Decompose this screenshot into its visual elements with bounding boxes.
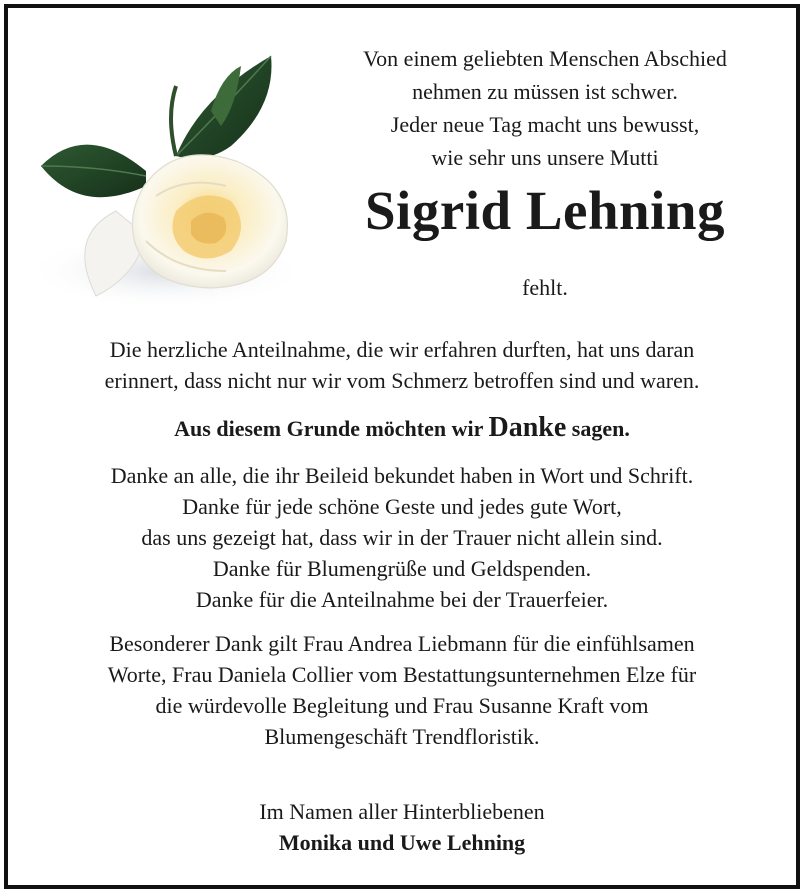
thanks-heading [22, 412, 782, 444]
thanks-line: Danke für die Anteilnahme bei der Trauerfeier. [195, 587, 609, 612]
thanks-heading-after: sagen. [566, 416, 630, 441]
fehlt-text: fehlt. [522, 275, 568, 300]
sympathy-line: erinnert, dass nicht nur wir vom Schmerz betroffen sind und waren. [104, 368, 700, 393]
special-line: Worte, Frau Daniela Collier vom Bestattungsunternehmen Elze für [107, 662, 697, 687]
intro-line: Von einem geliebten Menschen Abschied [363, 46, 727, 71]
white-rose-icon [26, 36, 316, 316]
thanks-heading-before: Aus diesem Grunde möchten wir [174, 416, 489, 441]
thanks-heading-emphasis: Danke [488, 412, 567, 443]
special-line: Besonderer Dank gilt Frau Andrea Liebmann für die einfühlsamen [109, 631, 695, 656]
intro-line: nehmen zu müssen ist schwer. [412, 79, 678, 104]
special-line: Blumengeschäft Trendfloristik. [264, 724, 540, 749]
signature-intro: Im Namen aller Hinterbliebenen [259, 799, 545, 824]
signature-block [22, 796, 782, 858]
intro-line: wie sehr uns unsere Mutti [431, 145, 659, 170]
special-line: die würdevolle Begleitung und Frau Susanne Kraft vom [155, 693, 649, 718]
signature-names: Monika und Uwe Lehning [278, 830, 526, 855]
thanks-line: Danke für Blumengrüße und Geldspenden. [212, 556, 592, 581]
special-thanks-paragraph [22, 628, 782, 752]
thanks-line: das uns gezeigt hat, dass wir in der Trauer nicht allein sind. [141, 525, 663, 550]
deceased-name: Sigrid Lehning [364, 180, 726, 241]
sympathy-line: Die herzliche Anteilnahme, die wir erfahren durften, hat uns daran [109, 337, 695, 362]
thanks-list [22, 460, 782, 615]
sympathy-paragraph [22, 334, 782, 396]
thanks-line: Danke für jede schöne Geste und jedes gute Wort, [182, 494, 622, 519]
thanks-line: Danke an alle, die ihr Beileid bekundet haben in Wort und Schrift. [110, 463, 694, 488]
obituary-card [4, 4, 800, 889]
intro-verse [306, 42, 784, 174]
intro-line: Jeder neue Tag macht uns bewusst, [390, 112, 700, 137]
